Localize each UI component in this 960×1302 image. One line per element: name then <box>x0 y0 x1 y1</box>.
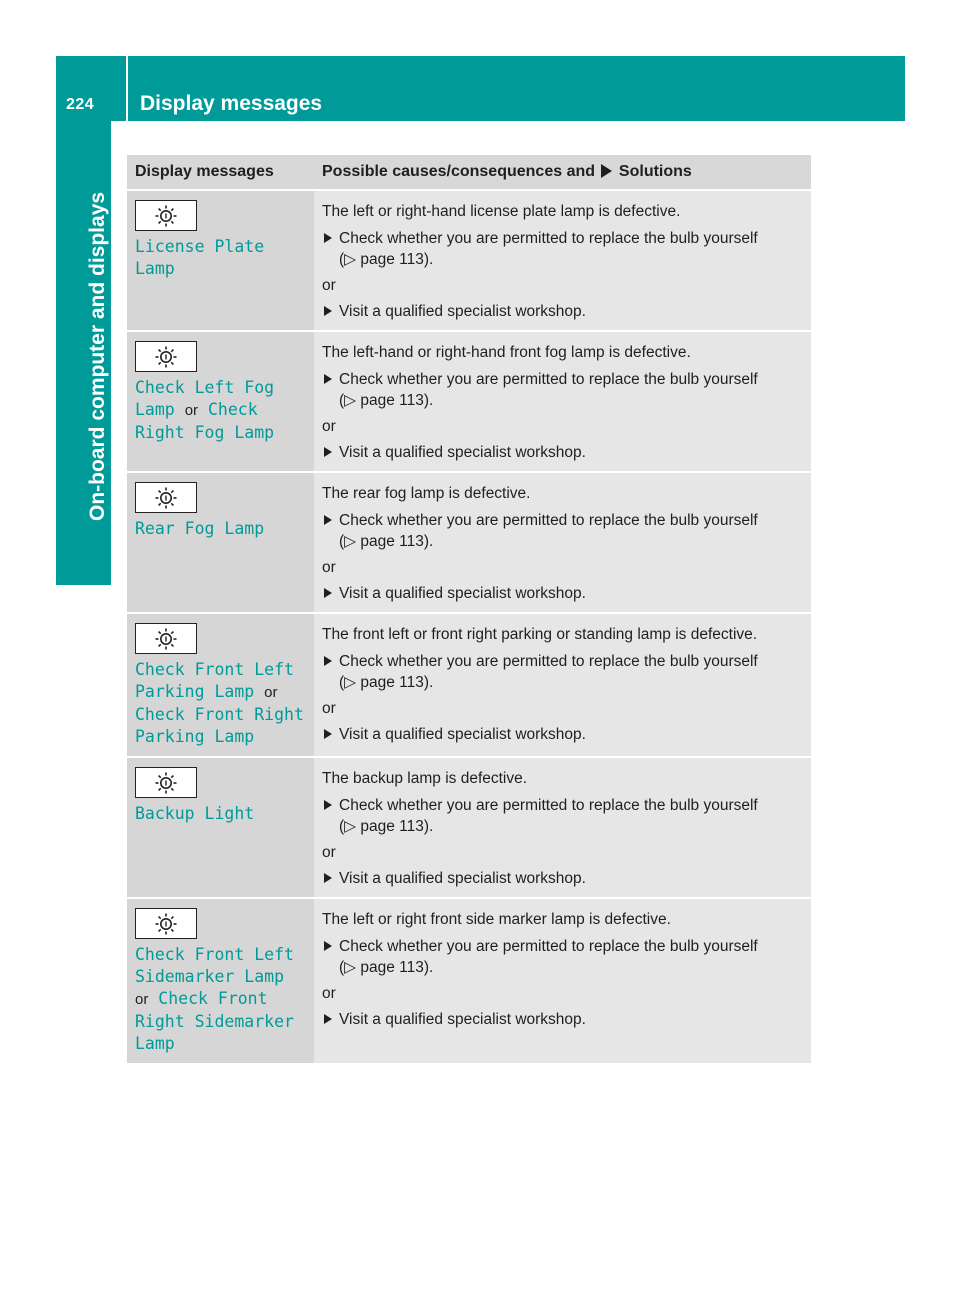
solution-cell <box>314 898 811 1063</box>
bulb-icon <box>135 341 197 372</box>
arrow-icon <box>324 941 332 951</box>
arrow-icon <box>324 656 332 666</box>
solution-cell <box>314 472 811 613</box>
or-text: or <box>322 277 336 294</box>
cause-text: The rear fog lamp is defective. <box>322 485 531 502</box>
chapter-label: On-board computer and displays <box>86 191 109 521</box>
solution-step <box>322 301 803 322</box>
or-word: or <box>184 402 199 419</box>
step-check-text: Check whether you are permitted to replace the bulb yourself <box>339 512 758 529</box>
cause-text: The left-hand or right-hand front fog lamp is defective. <box>322 344 691 361</box>
step-check-text: Check whether you are permitted to replace the bulb yourself <box>339 938 758 955</box>
table-header-row <box>127 155 811 190</box>
solution-step <box>322 868 803 889</box>
message-cell <box>127 472 314 613</box>
col-header-solutions <box>314 155 811 190</box>
arrow-icon <box>324 515 332 525</box>
cause-text: The front left or front right parking or standing lamp is defective. <box>322 626 758 643</box>
message-cell <box>127 757 314 898</box>
solution-step <box>322 1009 803 1030</box>
display-message-b: Check Right Fog Lamp <box>135 400 275 442</box>
page-reference: (▷ page 113). <box>339 674 434 691</box>
solution-step <box>322 936 803 978</box>
arrow-icon <box>324 800 332 810</box>
arrow-icon <box>324 729 332 739</box>
arrow-icon <box>324 447 332 457</box>
cause-text: The backup lamp is defective. <box>322 770 528 787</box>
solution-step <box>322 510 803 552</box>
step-check-text: Check whether you are permitted to replace the bulb yourself <box>339 371 758 388</box>
arrow-icon <box>324 873 332 883</box>
step-check-text: Check whether you are permitted to replace the bulb yourself <box>339 797 758 814</box>
solution-step <box>322 795 803 837</box>
header-divider <box>126 56 128 121</box>
bulb-icon <box>135 908 197 939</box>
col-header-messages: Display messages <box>127 155 314 190</box>
display-message <box>135 944 306 1055</box>
arrow-icon <box>324 374 332 384</box>
step-visit-text: Visit a qualified specialist workshop. <box>339 870 586 887</box>
solution-step <box>322 724 803 745</box>
step-visit-text: Visit a qualified specialist workshop. <box>339 726 586 743</box>
or-text: or <box>322 700 336 717</box>
step-check-text: Check whether you are permitted to replace the bulb yourself <box>339 230 758 247</box>
step-visit-text: Visit a qualified specialist workshop. <box>339 1011 586 1028</box>
display-messages-table <box>127 155 811 1063</box>
arrow-icon <box>324 1014 332 1024</box>
solution-cell <box>314 613 811 757</box>
display-message-a: Check Front Left Parking Lamp <box>135 660 294 701</box>
col-header-causes-text: Possible causes/consequences and <box>322 163 596 180</box>
arrow-icon <box>324 233 332 243</box>
step-visit-text: Visit a qualified specialist workshop. <box>339 444 586 461</box>
display-message: License Plate Lamp <box>135 237 265 278</box>
solution-step <box>322 442 803 463</box>
table-row <box>127 757 811 898</box>
arrow-icon <box>324 306 332 316</box>
message-cell <box>127 898 314 1063</box>
table-row <box>127 898 811 1063</box>
solution-cell <box>314 331 811 472</box>
solution-step <box>322 228 803 270</box>
page-reference: (▷ page 113). <box>339 959 434 976</box>
display-message <box>135 659 306 748</box>
step-visit-text: Visit a qualified specialist workshop. <box>339 303 586 320</box>
page-reference: (▷ page 113). <box>339 392 434 409</box>
or-text: or <box>322 559 336 576</box>
cause-text: The left or right front side marker lamp is defective. <box>322 911 671 928</box>
bulb-icon <box>135 767 197 798</box>
display-message-a: Check Left Fog Lamp <box>135 378 275 419</box>
page-title: Display messages <box>140 92 323 115</box>
table-row <box>127 331 811 472</box>
step-check-text: Check whether you are permitted to replace the bulb yourself <box>339 653 758 670</box>
cause-text: The left or right-hand license plate lamp is defective. <box>322 203 681 220</box>
display-message-b: Check Front Right Parking Lamp <box>135 705 304 746</box>
col-header-solutions-text: Solutions <box>618 163 692 180</box>
display-message <box>135 377 306 444</box>
solution-cell <box>314 757 811 898</box>
bulb-icon <box>135 482 197 513</box>
display-message: Rear Fog Lamp <box>135 519 265 538</box>
message-cell <box>127 190 314 331</box>
page-reference: (▷ page 113). <box>339 533 434 550</box>
solution-step <box>322 651 803 693</box>
display-message-b: Check Front Right Sidemarker Lamp <box>135 989 294 1053</box>
or-text: or <box>322 418 336 435</box>
display-message: Backup Light <box>135 804 255 823</box>
message-cell <box>127 613 314 757</box>
page-reference: (▷ page 113). <box>339 251 434 268</box>
page-number: 224 <box>66 96 95 113</box>
table-row <box>127 472 811 613</box>
table-row <box>127 613 811 757</box>
table-row <box>127 190 811 331</box>
solution-step <box>322 583 803 604</box>
bulb-icon <box>135 623 197 654</box>
solution-step <box>322 369 803 411</box>
or-text: or <box>322 844 336 861</box>
or-word: or <box>135 991 149 1008</box>
display-message-a: Check Front Left Sidemarker Lamp <box>135 945 294 986</box>
page-reference: (▷ page 113). <box>339 818 434 835</box>
arrow-icon <box>601 164 612 178</box>
bulb-icon <box>135 200 197 231</box>
step-visit-text: Visit a qualified specialist workshop. <box>339 585 586 602</box>
or-text: or <box>322 985 336 1002</box>
or-word: or <box>264 684 278 701</box>
arrow-icon <box>324 588 332 598</box>
message-cell <box>127 331 314 472</box>
solution-cell <box>314 190 811 331</box>
